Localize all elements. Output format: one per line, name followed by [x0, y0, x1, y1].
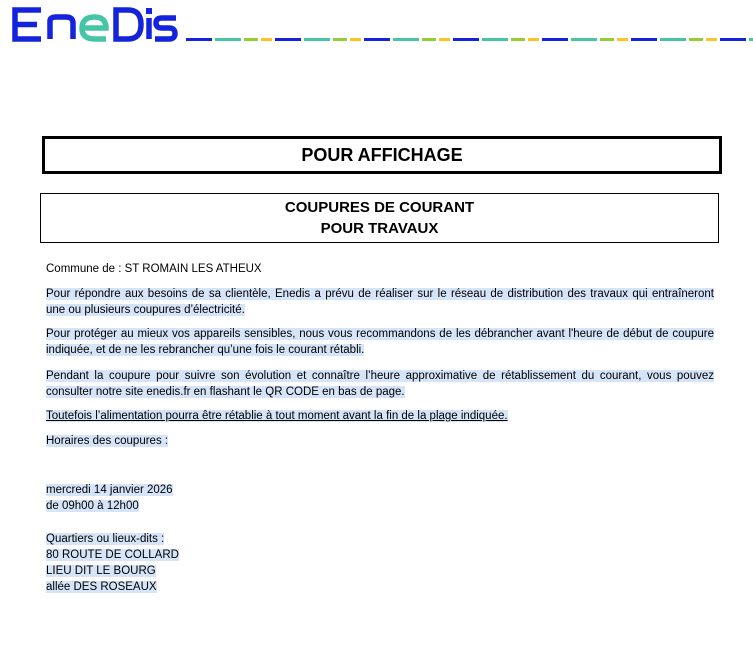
paragraph-3	[46, 368, 714, 400]
paragraph-4	[46, 408, 714, 424]
commune-line	[46, 261, 714, 277]
outage-schedule	[46, 482, 714, 514]
commune-text: Commune de : ST ROMAIN LES ATHEUX	[46, 263, 262, 275]
outage-date: mercredi 14 janvier 2026	[46, 484, 173, 496]
paragraph-3-text: Pendant la coupure pour suivre son évolution et connaître l’heure approximative de rétablissement du courant, vous pouvez consulter notre site enedis.fr en flashant le QR CODE en bas de page.	[46, 370, 714, 398]
paragraph-2-text: Pour protéger au mieux vos appareils sensibles, nous vous recommandons de les débrancher avant l'heure de début de coupure indiquée, et de ne les rebrancher qu’une fois le courant rétabli.	[46, 328, 714, 356]
areas-list	[46, 531, 714, 595]
paragraph-1	[46, 286, 714, 318]
banner-box	[42, 136, 722, 174]
banner-title: POUR AFFICHAGE	[301, 144, 463, 165]
hours-label-text: Horaires des coupures :	[46, 435, 169, 447]
title-line-1: COUPURES DE COURANT	[284, 199, 475, 216]
list-item: LIEU DIT LE BOURG	[46, 565, 156, 577]
paragraph-2	[46, 326, 714, 358]
title-line-2: POUR TRAVAUX	[320, 220, 439, 237]
paragraph-1-text: Pour répondre aux besoins de sa clientèle, Enedis a prévu de réaliser sur le réseau de distribution des travaux qui entraîneront une ou plusieurs coupures d’électricité.	[46, 288, 714, 316]
paragraph-4-text: Toutefois l’alimentation pourra être rétablie à tout moment avant la fin de la plage indiquée.	[46, 410, 508, 422]
areas-label: Quartiers ou lieux-dits :	[46, 533, 165, 545]
outage-time: de 09h00 à 12h00	[46, 500, 139, 512]
enedis-logo-icon	[15, 10, 176, 39]
hours-label	[46, 433, 714, 449]
header-rule	[186, 38, 753, 41]
enedis-logo	[10, 4, 178, 44]
title-box	[40, 193, 719, 243]
list-item: 80 ROUTE DE COLLARD	[46, 549, 179, 561]
list-item: allée DES ROSEAUX	[46, 581, 157, 593]
